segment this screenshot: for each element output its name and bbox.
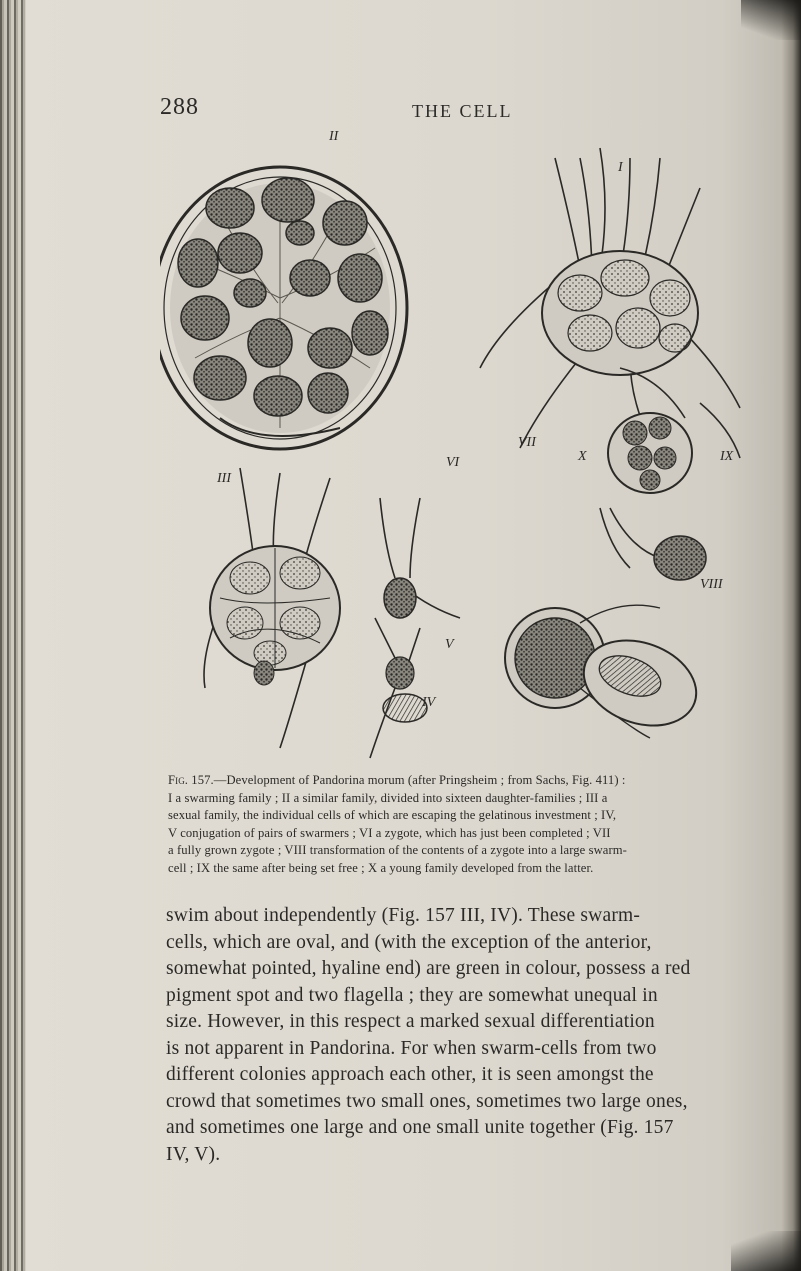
label-vi: VI [446, 455, 460, 470]
label-ii-top: II [329, 129, 339, 144]
label-v: V [445, 637, 454, 652]
body-line: crowd that sometimes two small ones, sometimes two large ones, [166, 1090, 688, 1112]
caption-lead: Fig. 157. [168, 773, 214, 787]
swarmers-v-iv [370, 618, 427, 758]
page-right-edge [781, 0, 801, 1271]
figure-caption [168, 772, 768, 877]
zygote-vi [380, 498, 460, 618]
book-binding-edge [0, 0, 26, 1271]
page-number: 288 [160, 94, 199, 120]
label-vii: VII [518, 435, 536, 450]
body-paragraph [166, 903, 766, 1168]
body-line: swim about independently (Fig. 157 III, IV). These swarm- [166, 905, 641, 926]
caption-line: I a swarming family ; II a similar family, divided into sixteen daughter-families ; III a [168, 790, 608, 805]
colony-i-swarming [480, 148, 740, 458]
body-line: somewhat pointed, hyaline end) are green in colour, possess a red [166, 958, 691, 979]
colony-ii-large [160, 167, 407, 449]
body-line: size. However, in this respect a marked sexual differentiation [166, 1011, 655, 1032]
label-iii: III [217, 471, 231, 486]
caption-line: V conjugation of pairs of swarmers ; VI a zygote, which has just been completed ; VII [168, 825, 611, 840]
body-line: and sometimes one large and one small unite together (Fig. 157 [166, 1117, 674, 1138]
colony-iii-sexual [204, 468, 340, 748]
body-line: is not apparent in Pandorina. For when swarm-cells from two [166, 1037, 657, 1059]
corner-shadow-top [741, 0, 801, 40]
caption-line: sexual family, the individual cells of which are escaping the gelatinous investment ; IV, [168, 808, 617, 822]
caption-line: cell ; IX the same after being set free ; X a young family developed from the latter. [168, 860, 594, 875]
label-i: I [618, 160, 623, 175]
label-ix: IX [720, 449, 734, 464]
label-x: X [578, 449, 587, 464]
body-line: cells, which are oval, and (with the exception of the anterior, [166, 931, 652, 953]
body-line: different colonies approach each other, it is seen amongst the [166, 1064, 654, 1085]
body-line: pigment spot and two flagella ; they are somewhat unequal in [166, 984, 658, 1006]
label-iv: IV [422, 695, 436, 710]
swarm-cell-ix [600, 508, 706, 580]
caption-line: —Development of Pandorina morum (after Pringsheim ; from Sachs, Fig. 411) : [213, 773, 626, 787]
running-head: THE CELL [412, 101, 513, 121]
body-line: IV, V). [166, 1143, 221, 1165]
label-viii: VIII [700, 577, 723, 592]
pandorina-figure [160, 128, 760, 768]
caption-line: a fully grown zygote ; VIII transformation of the contents of a zygote into a large swarm- [168, 843, 627, 857]
colony-x-young [608, 368, 740, 493]
corner-shadow-bottom [731, 1231, 801, 1271]
